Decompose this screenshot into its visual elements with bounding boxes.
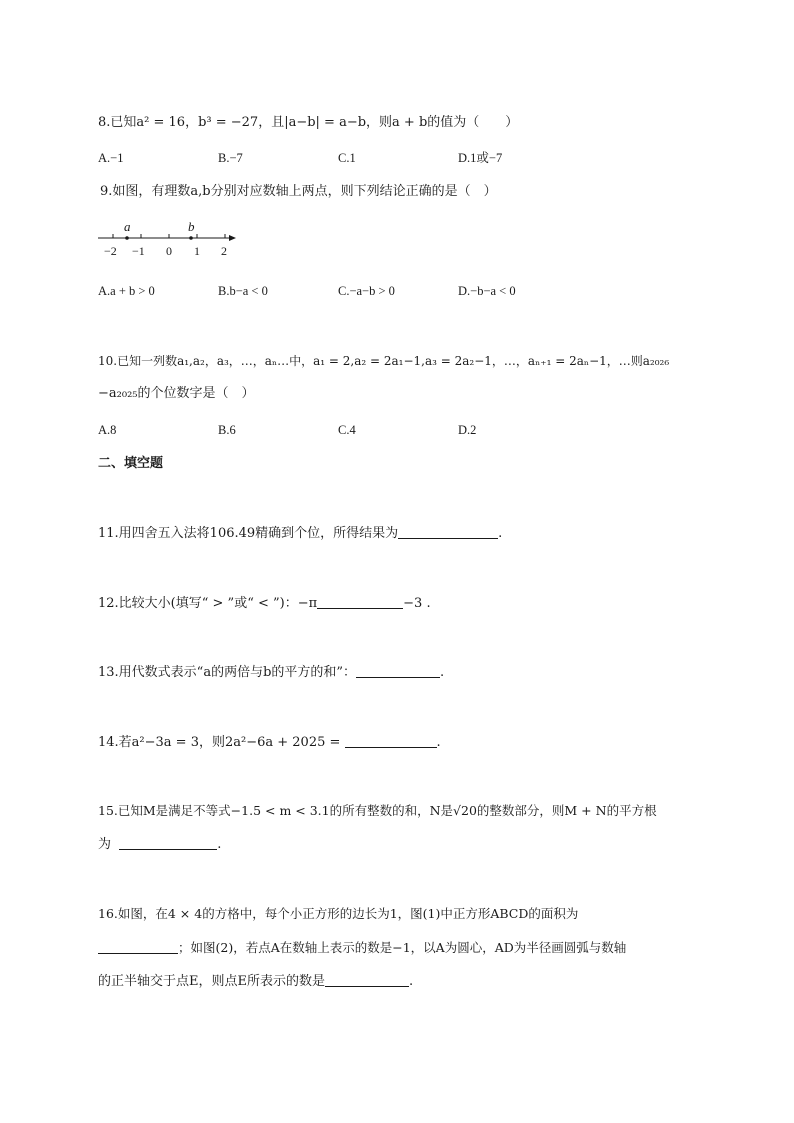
q9-option-c: C.−a−b > 0 xyxy=(338,284,395,298)
section-heading-fill-in: 二、填空题 xyxy=(98,456,164,471)
point-b-label: b xyxy=(188,219,195,234)
q12-end: −3 . xyxy=(403,596,431,611)
q16-line2-text: ；如图(2)，若点A在数轴上表示的数是−1，以A为圆心，AD为半径画圆弧与数轴 xyxy=(178,940,627,955)
tick-label-2: 2 xyxy=(221,244,227,258)
q11-text: 11.用四舍五入法将106.49精确到个位，所得结果为 xyxy=(98,526,399,541)
q10-option-c: C.4 xyxy=(338,423,356,437)
q12-text: 12.比较大小(填写“ > ”或“ < ”)：−π xyxy=(98,596,318,611)
q14-text: 14.若a²−3a = 3，则2a²−6a + 2025 = xyxy=(98,735,345,750)
q16-line3-text: 的正半轴交于点E，则点E所表示的数是 xyxy=(98,974,325,989)
question-15-line2 xyxy=(98,835,221,855)
q16-answer-blank-2[interactable] xyxy=(325,972,409,987)
q10-option-a: A.8 xyxy=(98,423,117,437)
q8-option-c: C.1 xyxy=(338,151,356,165)
q8-option-d: D.1或−7 xyxy=(458,151,503,165)
q14-end: . xyxy=(436,735,441,750)
q15-answer-blank[interactable] xyxy=(119,835,217,850)
q14-answer-blank[interactable] xyxy=(345,733,437,748)
q13-end: . xyxy=(440,665,445,680)
q9-option-d: D.−b−a < 0 xyxy=(458,284,516,298)
q8-option-b: B.−7 xyxy=(218,151,243,165)
q8-option-a: A.−1 xyxy=(98,151,124,165)
question-13 xyxy=(98,663,444,683)
question-11 xyxy=(98,524,502,544)
question-16-line2 xyxy=(98,938,626,958)
point-a-label: a xyxy=(124,219,131,234)
question-14 xyxy=(98,733,441,753)
point-a-dot xyxy=(125,236,129,240)
tick-label-0: 0 xyxy=(166,244,172,258)
q10-option-d: D.2 xyxy=(458,423,477,437)
q13-answer-blank[interactable] xyxy=(356,663,440,678)
q12-answer-blank[interactable] xyxy=(317,594,403,609)
q13-text: 13.用代数式表示“a的两倍与b的平方的和”： xyxy=(98,665,357,680)
question-9-stem: 9.如图，有理数a,b分别对应数轴上两点，则下列结论正确的是（ ） xyxy=(100,184,497,199)
q11-answer-blank[interactable] xyxy=(398,524,498,539)
point-b-dot xyxy=(189,236,193,240)
q16-answer-blank-1[interactable] xyxy=(98,939,178,954)
q11-end: . xyxy=(498,526,503,541)
q15-text: 为 xyxy=(98,837,112,852)
tick-label-neg2: −2 xyxy=(104,244,117,258)
q16-end: . xyxy=(408,974,414,989)
tick-label-neg1: −1 xyxy=(132,244,145,258)
question-16-line3 xyxy=(98,972,413,992)
question-8-stem: 8.已知a² = 16，b³ = −27，且|a−b| = a−b，则a + b的值为（ ） xyxy=(98,115,519,130)
q10-option-b: B.6 xyxy=(218,423,236,437)
q9-option-a: A.a + b > 0 xyxy=(98,284,155,298)
q9-option-b: B.b−a < 0 xyxy=(218,284,268,298)
question-15-line1: 15.已知M是满足不等式−1.5 < m < 3.1的所有整数的和，N是√20的整数部分，则M + N的平方根 xyxy=(98,803,657,818)
tick-label-1: 1 xyxy=(194,244,200,258)
question-10-stem-line1: 10.已知一列数a₁,a₂，a₃，…，aₙ…中，a₁ = 2,a₂ = 2a₁−1,a₃ = 2a₂−1，…，aₙ₊₁ = 2aₙ−1，…则a₂₀₂₆ xyxy=(98,354,670,368)
question-16-line1: 16.如图，在4 × 4的方格中，每个小正方形的边长为1，图(1)中正方形ABCD的面积为 xyxy=(98,906,579,921)
question-12 xyxy=(98,594,431,614)
number-line-figure xyxy=(96,215,246,265)
question-10-stem-line2: −a₂₀₂₅的个位数字是（ ） xyxy=(98,386,255,401)
q15-end: . xyxy=(217,837,222,852)
